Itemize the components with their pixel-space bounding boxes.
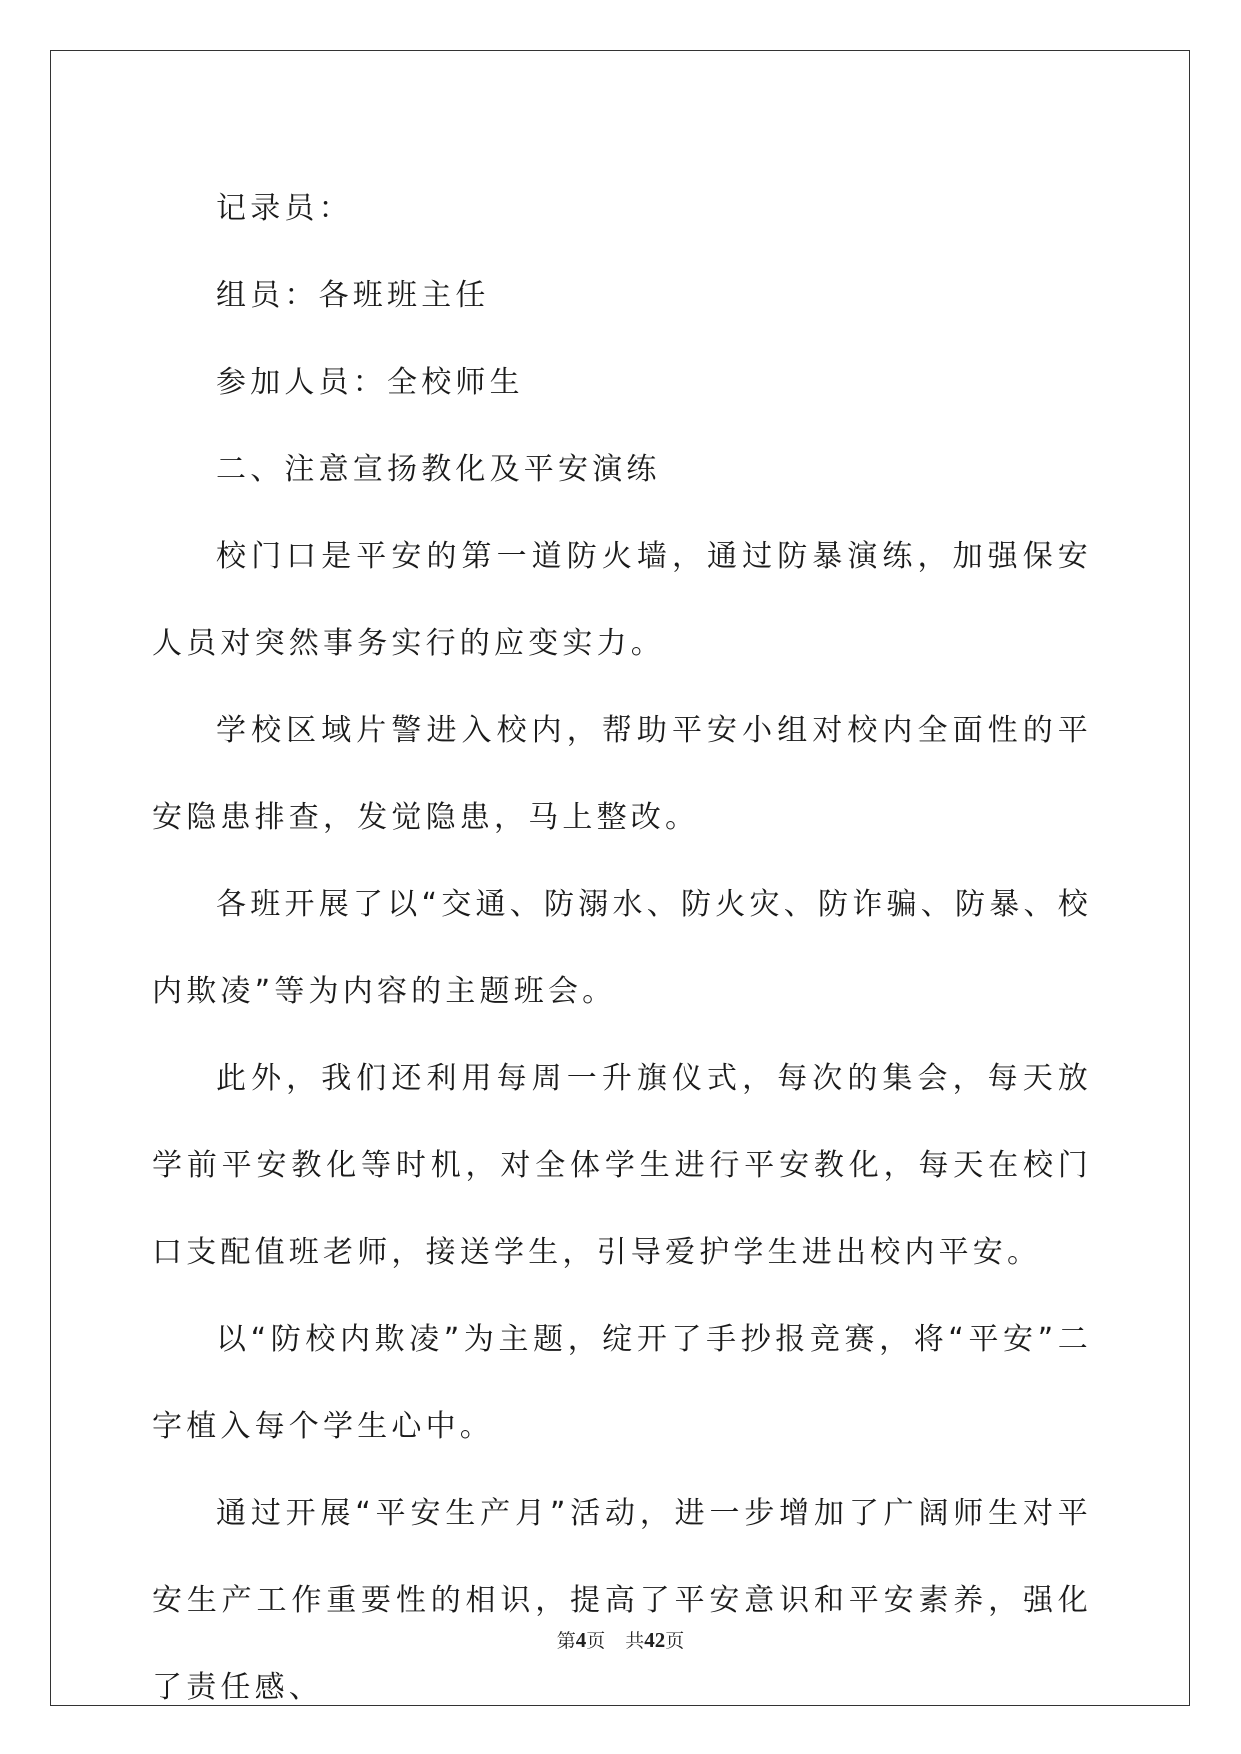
paragraph-poster-contest: 以“防校内欺凌”为主题，绽开了手抄报竞赛，将“平安”二字植入每个学生心中。 [152,1322,1092,1444]
page-suffix: 页 [586,1630,606,1652]
total-prefix: 共 [625,1630,645,1652]
section-heading-2: 二、注意宣扬教化及平安演练 [216,452,661,487]
total-pages: 42 [644,1628,666,1652]
page-footer [0,1626,1241,1653]
paragraph-class-meetings: 各班开展了以“交通、防溺水、防火灾、防诈骗、防暴、校内欺凌”等为内容的主题班会。 [152,887,1092,1009]
page-number: 4 [575,1628,587,1652]
page-prefix: 第 [556,1630,576,1652]
paragraph-police-inspection: 学校区域片警进入校内，帮助平安小组对校内全面性的平安隐患排查，发觉隐患，马上整改。 [152,713,1092,835]
paragraph-members: 组员：各班班主任 [216,278,490,313]
paragraph-participants: 参加人员：全校师生 [216,365,524,400]
paragraph-flag-ceremony: 此外，我们还利用每周一升旗仪式，每次的集会，每天放学前平安教化等时机，对全体学生进行平安教化，每天在校门口支配值班老师，接送学生，引导爱护学生进出校内平安。 [152,1061,1092,1270]
total-suffix: 页 [665,1630,685,1652]
paragraph-recorder: 记录员： [216,191,353,226]
document-body [152,165,1092,1731]
paragraph-school-gate: 校门口是平安的第一道防火墙，通过防暴演练，加强保安人员对突然事务实行的应变实力。 [152,539,1092,661]
paragraph-safety-month: 通过开展“平安生产月”活动，进一步增加了广阔师生对平安生产工作重要性的相识，提高了平安意识和平安素养，强化了责任感、 [152,1496,1092,1705]
